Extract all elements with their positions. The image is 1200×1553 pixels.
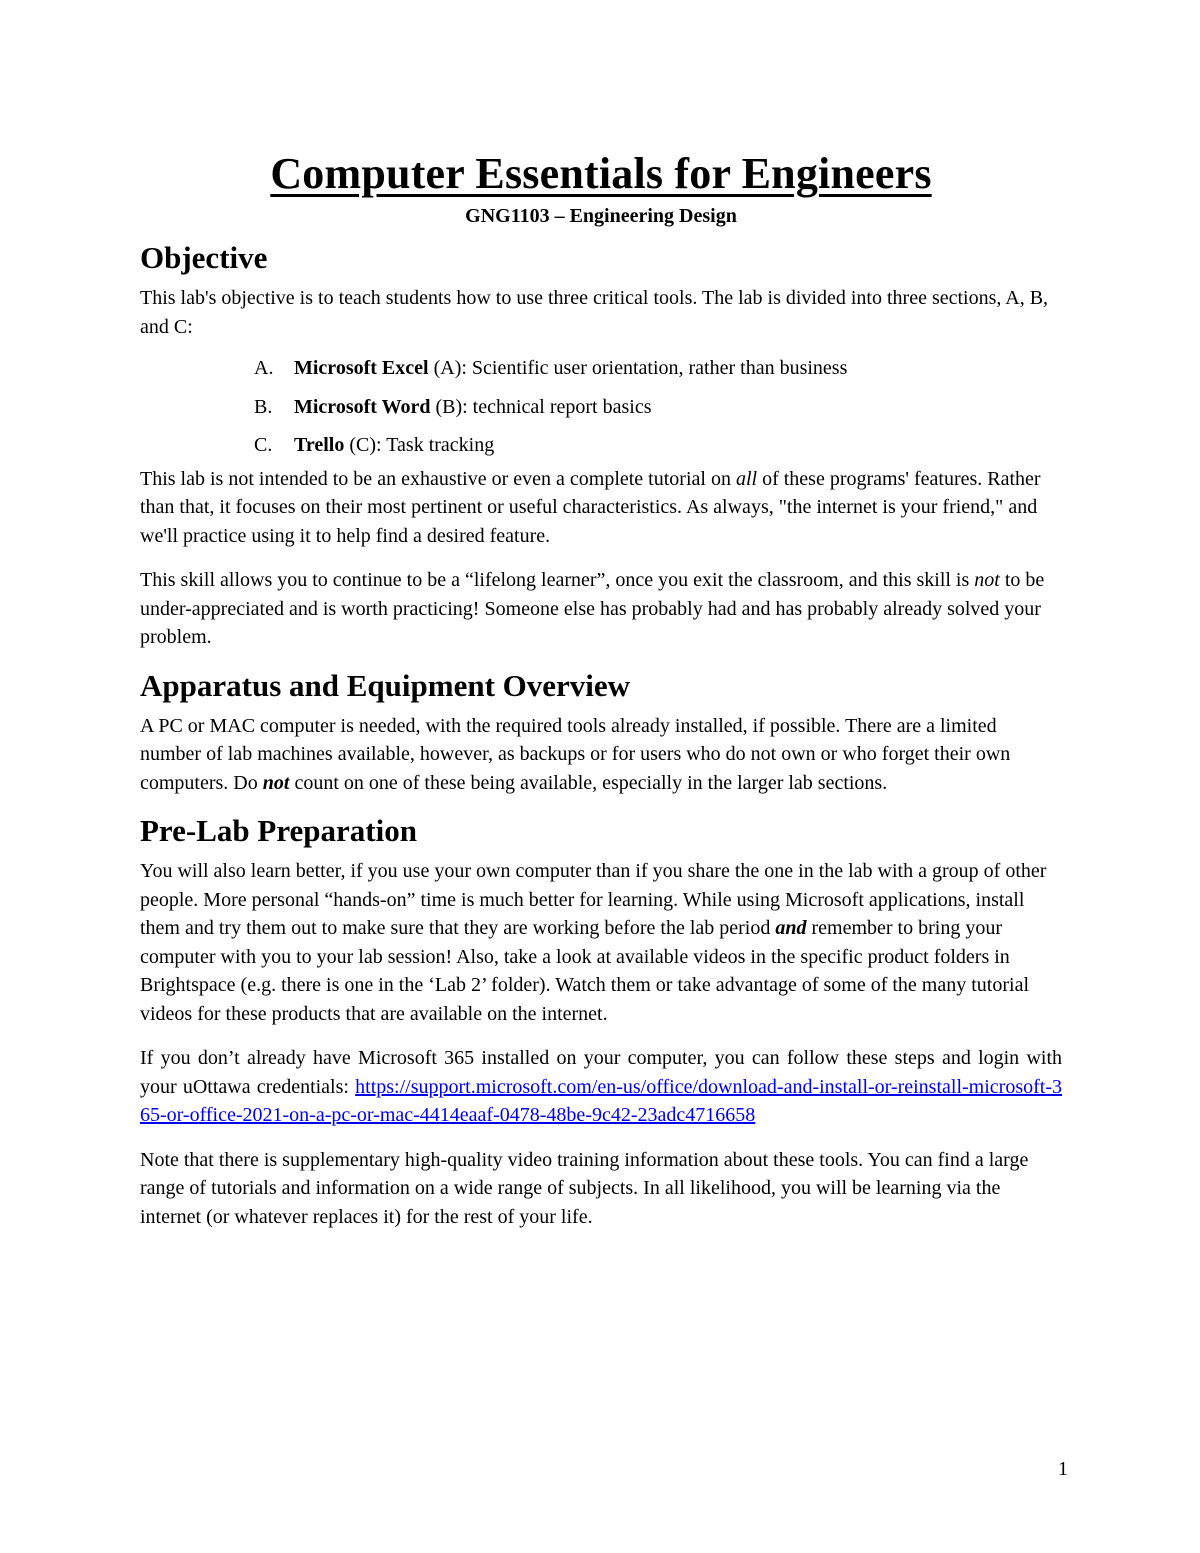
apparatus-section bbox=[140, 666, 1062, 798]
objective-intro: This lab's objective is to teach students how to use three critical tools. The lab is divided into three sections, A, B, and C: bbox=[140, 287, 1049, 338]
prelab-heading: Pre-Lab Preparation bbox=[140, 813, 417, 848]
list-item bbox=[140, 349, 1062, 388]
tools-list bbox=[140, 349, 1062, 465]
document-page bbox=[140, 148, 1062, 1231]
objective-heading: Objective bbox=[140, 240, 268, 275]
prelab-paragraph-own-computer bbox=[140, 857, 1062, 1028]
objective-section bbox=[140, 238, 1062, 652]
objective-paragraph-lifelong bbox=[140, 566, 1062, 652]
tool-description: (C): Task tracking bbox=[344, 434, 495, 456]
prelab-paragraph-install bbox=[140, 1044, 1062, 1130]
text-run: count on one of these being available, especially in the larger lab sections. bbox=[289, 771, 888, 794]
emphasis-not: not bbox=[262, 771, 290, 794]
document-title: Computer Essentials for Engineers bbox=[270, 149, 932, 198]
tool-name-trello: Trello bbox=[294, 434, 345, 456]
list-marker: C. bbox=[254, 434, 273, 456]
text-run: A PC or MAC computer is needed, with the required tools already installed, if possible. There are a limited number of lab machines available, however, as backups or for users who do not own or who forget their own computers. Do bbox=[140, 714, 1011, 794]
list-item bbox=[140, 388, 1062, 427]
text-run: of these programs' features. Rather than that, it focuses on their most pertinent or useful characteristics. As always, "the internet is your friend," and we'll practice using it to help find a desired feature. bbox=[140, 467, 1041, 547]
tool-name-word: Microsoft Word bbox=[294, 395, 431, 418]
emphasis-all: all bbox=[735, 467, 758, 490]
apparatus-paragraph bbox=[140, 712, 1062, 798]
prelab-paragraph-supplementary: Note that there is supplementary high-quality video training information about these tools. You can find a large range of tutorials and information on a wide range of subjects. In all likelihood, you will be learning via the internet (or whatever replaces it) for the rest of your life. bbox=[140, 1148, 1029, 1228]
prelab-section bbox=[140, 811, 1062, 1231]
list-marker: A. bbox=[254, 357, 274, 379]
text-run: to be under-appreciated and is worth practicing! Someone else has probably had and has probably already solved your problem. bbox=[140, 569, 1045, 648]
list-marker: B. bbox=[254, 395, 273, 418]
text-run: This lab is not intended to be an exhaustive or even a complete tutorial on bbox=[140, 467, 736, 490]
emphasis-and: and bbox=[775, 917, 807, 939]
page-number: 1 bbox=[1058, 1458, 1068, 1480]
text-run: remember to bring your computer with you to your lab session! Also, take a look at available videos in the specific product folders in Brightspace (e.g. there is one in the ‘Lab 2’ folder). Watch them or take advantage of some of the many tutorial videos for these products that are available on the internet. bbox=[140, 917, 1030, 1025]
document-subtitle: GNG1103 – Engineering Design bbox=[465, 205, 737, 227]
tool-description: (A): Scientific user orientation, rather than business bbox=[428, 357, 848, 379]
tool-name-excel: Microsoft Excel bbox=[294, 357, 429, 379]
list-item bbox=[140, 426, 1062, 465]
microsoft-install-link[interactable]: https://support.microsoft.com/en-us/office/download-and-install-or-reinstall-microsoft-365-or-office-2021-on-a-pc-or-mac-4414eaaf-0478-48be-9c42-23adc4716658 bbox=[140, 1075, 1062, 1126]
emphasis-not: not bbox=[974, 569, 1000, 591]
text-run: If you don’t already have Microsoft 365 installed on your computer, you can follow these steps and login with your uOttawa credentials: bbox=[140, 1047, 1062, 1098]
text-run: You will also learn better, if you use your own computer than if you share the one in the lab with a group of other people. More personal “hands-on” time is much better for learning. While using Microsoft applications, install them and try them out to make sure that they are working before the lab period bbox=[140, 860, 1047, 939]
tool-description: (B): technical report basics bbox=[430, 395, 652, 418]
apparatus-heading: Apparatus and Equipment Overview bbox=[140, 667, 631, 703]
objective-paragraph-scope bbox=[140, 465, 1062, 551]
text-run: This skill allows you to continue to be a “lifelong learner”, once you exit the classroom, and this skill is bbox=[140, 569, 975, 591]
